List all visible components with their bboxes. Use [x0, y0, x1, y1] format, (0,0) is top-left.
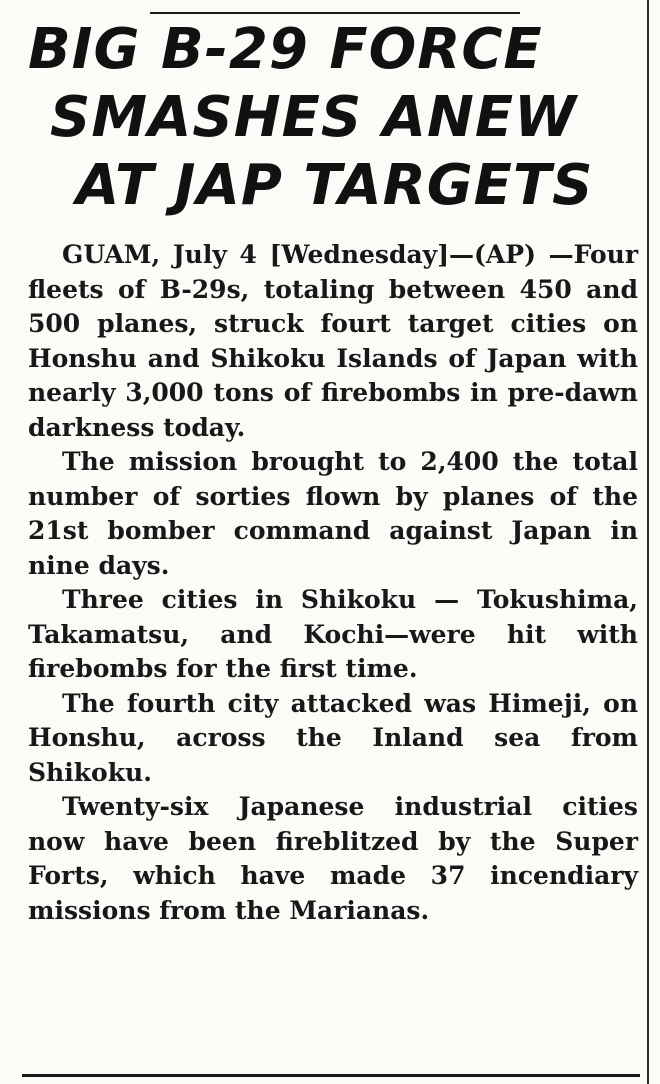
article-body [28, 238, 638, 928]
paragraph-lead [28, 238, 638, 445]
top-rule [150, 12, 520, 14]
headline-line-3: AT JAP TARGETS [76, 153, 594, 218]
headline [18, 16, 643, 220]
paragraph-4: The fourth city attacked was Himeji, on Honshu, across the Inland sea from Shikoku. [28, 688, 638, 787]
paragraph-3: Three cities in Shikoku — Tokushima, Takamatsu, and Kochi—were hit with firebombs for the first time. [28, 585, 638, 683]
headline-line-2: SMASHES ANEW [50, 85, 577, 150]
headline-line-1: BIG B-29 FORCE [28, 17, 543, 82]
paragraph-1-text: —Four fleets of B-29s, totaling between 450 and 500 planes, struck fourt target cities on Honshu and Shikoku Islands of Japan with nearly 3,000 tons of firebombs in pre-dawn darkness today. [28, 240, 638, 442]
column-rule [647, 0, 649, 1084]
dateline: GUAM, July 4 [Wednesday]—(AP) [62, 240, 536, 269]
paragraph-2: The mission brought to 2,400 the total number of sorties flown by planes of the 21st bomber command against Japan in nine days. [28, 447, 638, 580]
paragraph-5: Twenty-six Japanese industrial cities now have been fireblitzed by the Super Forts, which have made 37 incendiary missions from the Marianas. [28, 792, 638, 925]
bottom-rule [22, 1074, 640, 1077]
